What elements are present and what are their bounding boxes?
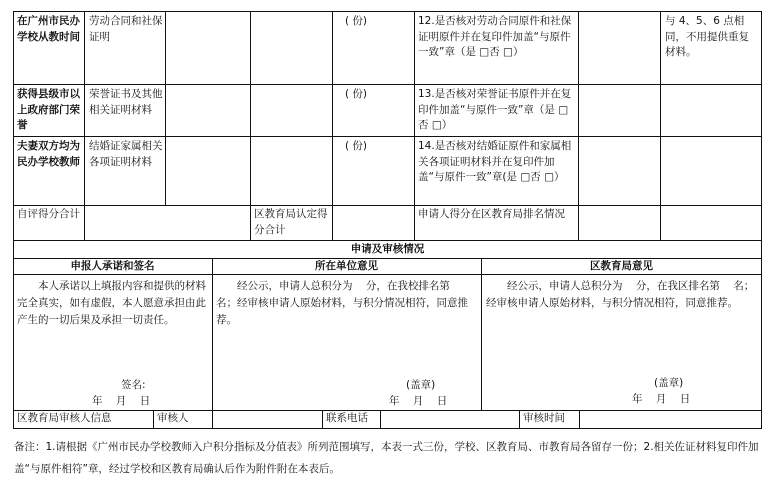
unit-seal: (盖章) (406, 379, 436, 391)
row-check-12: 12.是否核对劳动合同原件和社保证明原件并在复印件加盖“与原件一致”章（是 □否 □） (418, 15, 572, 58)
row-copies-1: ( 份) (345, 15, 368, 27)
bureau-header: 区教育局意见 (590, 260, 653, 272)
row-copies-3: ( 份) (345, 140, 368, 152)
row-category-spouse: 夫妻双方均为民办学校教师 (17, 140, 80, 168)
row-material-marriage: 结婚证家属相关各项证明材料 (89, 140, 163, 168)
row-material-contract: 劳动合同和社保证明 (89, 15, 163, 43)
bureau-seal: (盖章) (654, 377, 684, 389)
applicant-sign-label: 签名: (121, 379, 146, 391)
self-score-total: 自评得分合计 (17, 208, 80, 220)
row-material-honor: 荣誉证书及其他相关证明材料 (89, 88, 163, 116)
bureau-score-total: 区教育局认定得分合计 (254, 208, 328, 236)
unit-opinion: 经公示，申请人总积分为 分，在我校排名第 名；经审核申请人原始材料，与积分情况相符，同意推荐。 (216, 280, 468, 326)
phone-label: 联系电话 (326, 412, 368, 424)
unit-date: 年 月 日 (389, 395, 448, 407)
row-copies-2: ( 份) (345, 88, 368, 100)
row-check-13: 13.是否核对荣誉证书原件并在复印件加盖“与原件一致”章（是 □否 □） (418, 88, 572, 131)
applicant-promise: 本人承诺以上填报内容和提供的材料完全真实，如有虚假，本人愿意承担由此产生的一切后果及承担一切责任。 (17, 280, 206, 326)
bureau-date: 年 月 日 (632, 393, 691, 405)
row-category-honor: 获得县级市以上政府部门荣誉 (17, 88, 80, 131)
section-title: 申请及审核情况 (350, 243, 425, 255)
applicant-header: 申报人承诺和签名 (70, 260, 155, 272)
review-time-label: 审核时间 (523, 412, 565, 424)
reviewer-info-label: 区教育局审核人信息 (17, 412, 112, 424)
row-category-teaching-time: 在广州市民办学校从教时间 (17, 15, 80, 43)
row-remark: 与 4、5、6 点相同，不用提供重复材料。 (665, 15, 749, 58)
bureau-rank: 申请人得分在区教育局排名情况 (418, 208, 565, 220)
reviewer-label: 审核人 (157, 412, 189, 424)
applicant-date: 年 月 日 (92, 395, 151, 407)
unit-header: 所在单位意见 (315, 260, 378, 272)
bureau-opinion: 经公示，申请人总积分为 分，在我区排名第 名；经审核申请人原始材料，与积分情况相符，同意推荐。 (486, 280, 755, 309)
footnote: 备注：1.请根据《广州市民办学校教师入户积分指标及分值表》所列范围填写，本表一式三份，学校、区教育局、市教育局各留存一份；2.相关佐证材料复印件加盖“与原件相符”章，经过学校和区教育局确认后作为附件附在本表后。 (14, 441, 759, 475)
row-check-14: 14.是否核对结婚证原件和家属相关各项证明材料并在复印件加盖“与原件一致”章(是 □否 □） (418, 140, 572, 183)
